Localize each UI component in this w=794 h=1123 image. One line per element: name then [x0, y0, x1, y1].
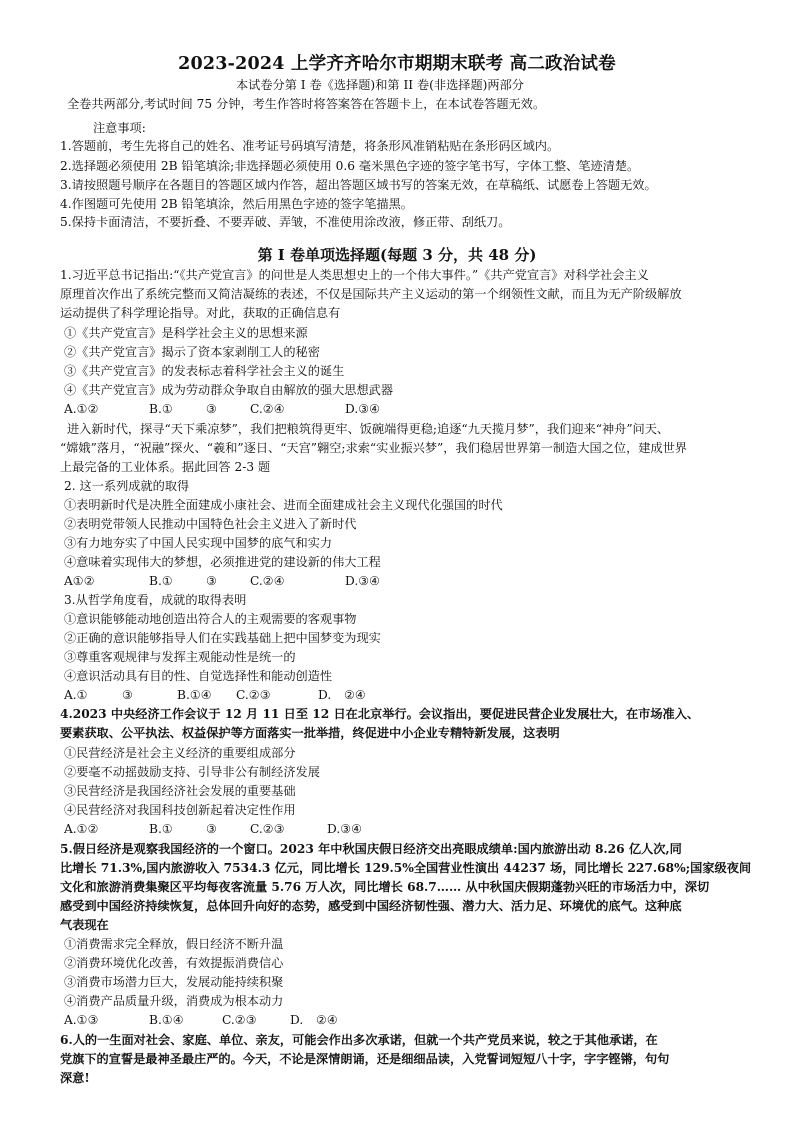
q3-option: ②④	[344, 688, 366, 702]
exam-info: 全卷共两部分,考试时间 75 分钟，考生作答时将答案答在答题卡上，在本试卷答题无效。	[67, 97, 546, 111]
q5-choice: ③消费市场潜力巨大，发展动能持续积聚	[64, 975, 284, 989]
note-item: 3.请按照题号顺序在各题目的答题区域内作答，超出答题区域书写的答案无效，在草稿纸、试愿卷上答题无效。	[60, 178, 657, 192]
q2-option: B.①	[149, 574, 173, 588]
q4-stem: 4.2023 中央经济工作会议于 12 月 11 日至 12 日在北京举行。会议指出，要促进民营企业发展壮大，在市场准入、	[60, 707, 700, 721]
q5-option: ②④	[316, 1013, 338, 1027]
q3-option: ③	[122, 688, 133, 702]
q5-stem: 比增长 71.3%,国内旅游收入 7534.3 亿元，同比增长 129.5%全国营业性演出 44237 场，同比增长 227.68%;国家级夜间	[60, 861, 752, 875]
q5-option: A.①③	[64, 1013, 99, 1027]
passage-line: 上最完备的工业体系。据此回答 2-3 题	[60, 460, 271, 474]
q4-stem: 要素获取、公平执法、权益保护等方面落实一批举措，终促进中小企业专精特新发展，这表明	[60, 726, 560, 740]
q1-choice: ③《共产党宣言》的发表标志着科学社会主义的诞生	[64, 364, 345, 378]
q3-option: D.	[318, 688, 332, 702]
q3-choice: ①意识能够能动地创造出符合人的主观需要的客观事物	[64, 612, 357, 626]
q4-option: C.②③	[250, 822, 285, 836]
q1-stem: 原理首次作出了系统完整而又简洁凝练的表述，不仅是国际共产主义运动的第一个纲领性文献，而且为无产阶级解放	[60, 287, 682, 301]
q1-choice: ②《共产党宣言》揭示了资本家剥削工人的秘密	[64, 345, 320, 359]
q5-stem: 感受到中国经济持续恢复，总体回升向好的态势，感受到中国经济韧性强、潜力大、活力足、环境优的底气。这种底	[60, 899, 682, 913]
note-item: 2.选择题必须使用 2B 铅笔填涂;非选择题必须使用 0.6 毫米黑色字迹的签字笔书写，字体工整、笔迹清楚。	[60, 159, 640, 173]
q1-stem: 运动提供了科学理论指导。对此，获取的正确信息有	[60, 306, 341, 320]
q5-stem: 气表现在	[60, 918, 109, 932]
q2-option: C.②④	[250, 574, 285, 588]
note-item: 1.答题前，考生先将自己的姓名、准考证号码填写清楚，将条形风准销粘贴在条形码区域内。	[60, 139, 560, 153]
q3-option: A.①	[64, 688, 88, 702]
notes-title: 注意事项:	[93, 121, 146, 135]
q4-option: B.①	[149, 822, 173, 836]
note-item: 5.保持卡面清洁，不要折叠、不要弄破、弄皱，不准使用涂改液，修正带、刮纸刀。	[60, 215, 511, 229]
q6-stem: 深意!	[60, 1071, 90, 1085]
q4-choice: ③民营经济是我国经济社会发展的重要基础	[64, 784, 296, 798]
q3-choice: ②正确的意识能够指导人们在实践基础上把中国梦变为现实	[64, 631, 381, 645]
q5-stem: 5.假日经济是观察我国经济的一个窗口。2023 年中秋国庆假日经济交出亮眼成绩单:国内旅游出动 8.26 亿人次,同	[60, 842, 682, 856]
passage-line: 进入新时代，探寻“天下乘凉梦”，我们把粮筑得更牢、饭碗端得更稳;追逐“九天揽月梦”，我们迎来“神舟”问天、	[67, 422, 670, 436]
q2-option: D.③④	[345, 574, 381, 588]
q4-option: A.①②	[64, 822, 99, 836]
q3-stem: 3.从哲学角度看，成就的取得表明	[64, 593, 247, 607]
q1-option: A.①②	[64, 402, 99, 416]
q2-choice: ②表明党带领人民推动中国特色社会主义进入了新时代	[64, 517, 357, 531]
q4-choice: ②要毫不动摇鼓励支持、引导非公有制经济发展	[64, 765, 320, 779]
q1-stem: 1.习近平总书记指出:“《共产党宣言》的问世是人类思想史上的一个伟大事件。”《共产党宣言》对科学社会主义	[60, 268, 649, 282]
q1-option: D.③④	[345, 402, 381, 416]
q2-stem: 2. 这一系列成就的取得	[64, 479, 190, 493]
q4-choice: ①民营经济是社会主义经济的重要组成部分	[64, 746, 296, 760]
q5-option: D.	[290, 1013, 304, 1027]
passage-line: “嫦娥”落月，“祝融”探火、“羲和”逐日、“天宫”翱空;求索“实业振兴梦”，我们稳居世界第一制造大国之位，建成世界	[60, 441, 688, 455]
note-item: 4.作图题可先使用 2B 铅笔填涂，然后用黑色字迹的签字笔描黑。	[60, 197, 413, 211]
q4-choice: ④民营经济对我国科技创新起着决定性作用	[64, 803, 296, 817]
q2-choice: ③有力地夯实了中国人民实现中国梦的底气和实力	[64, 536, 333, 550]
q6-stem: 党旗下的宣誓是最神圣最庄严的。今天，不论是深情朗诵，还是细细品读，入党誓词短短八十字，字字铿锵，句句	[60, 1052, 670, 1066]
q5-option: B.①④	[149, 1013, 184, 1027]
q1-option: B.①	[149, 402, 173, 416]
q4-option: ③	[206, 822, 217, 836]
q5-stem: 文化和旅游消费集聚区平均每夜客流量 5.76 万人次，同比增长 68.7…… 从中秋国庆假期蓬勃兴旺的市场活力中，深切	[60, 880, 710, 894]
q6-stem: 6.人的一生面对社会、家庭、单位、亲友，可能会作出多次承诺，但就一个共产党员来说，较之于其他承诺，在	[60, 1033, 658, 1047]
q1-option: C.②④	[250, 402, 285, 416]
q1-option: ③	[206, 402, 217, 416]
q2-choice: ①表明新时代是决胜全面建成小康社会、进而全面建成社会主义现代化强国的时代	[64, 498, 503, 512]
exam-title: 2023-2024 上学齐齐哈尔市期期末联考 高二政治试卷	[178, 54, 616, 74]
q1-choice: ④《共产党宣言》成为劳动群众争取自由解放的强大思想武器	[64, 383, 394, 397]
q5-option: C.②③	[222, 1013, 257, 1027]
q4-option: D.③④	[327, 822, 363, 836]
q5-choice: ①消费需求完全释放，假日经济不断升温	[64, 937, 284, 951]
paper-composition: 本试卷分第 I 卷《选择题)和第 II 卷(非选择题)两部分	[236, 78, 524, 92]
q3-choice: ③尊重客观规律与发挥主观能动性是统一的	[64, 650, 296, 664]
q2-option: ③	[206, 574, 217, 588]
q5-choice: ④消费产品质量升级，消费成为根本动力	[64, 994, 284, 1008]
q3-option: B.①④	[177, 688, 212, 702]
q1-choice: ①《共产党宣言》是科学社会主义的思想来源	[64, 326, 308, 340]
q3-option: C.②③	[236, 688, 271, 702]
section-title: 第 I 卷单项选择题(每题 3 分，共 48 分)	[257, 246, 537, 264]
q3-choice: ④意识活动具有目的性、自觉选择性和能动创造性	[64, 669, 333, 683]
q5-choice: ②消费环境优化改善，有效提振消费信心	[64, 956, 284, 970]
q2-choice: ④意味着实现伟大的梦想，必须推进党的建设新的伟大工程	[64, 555, 381, 569]
q2-option: A①②	[64, 574, 95, 588]
